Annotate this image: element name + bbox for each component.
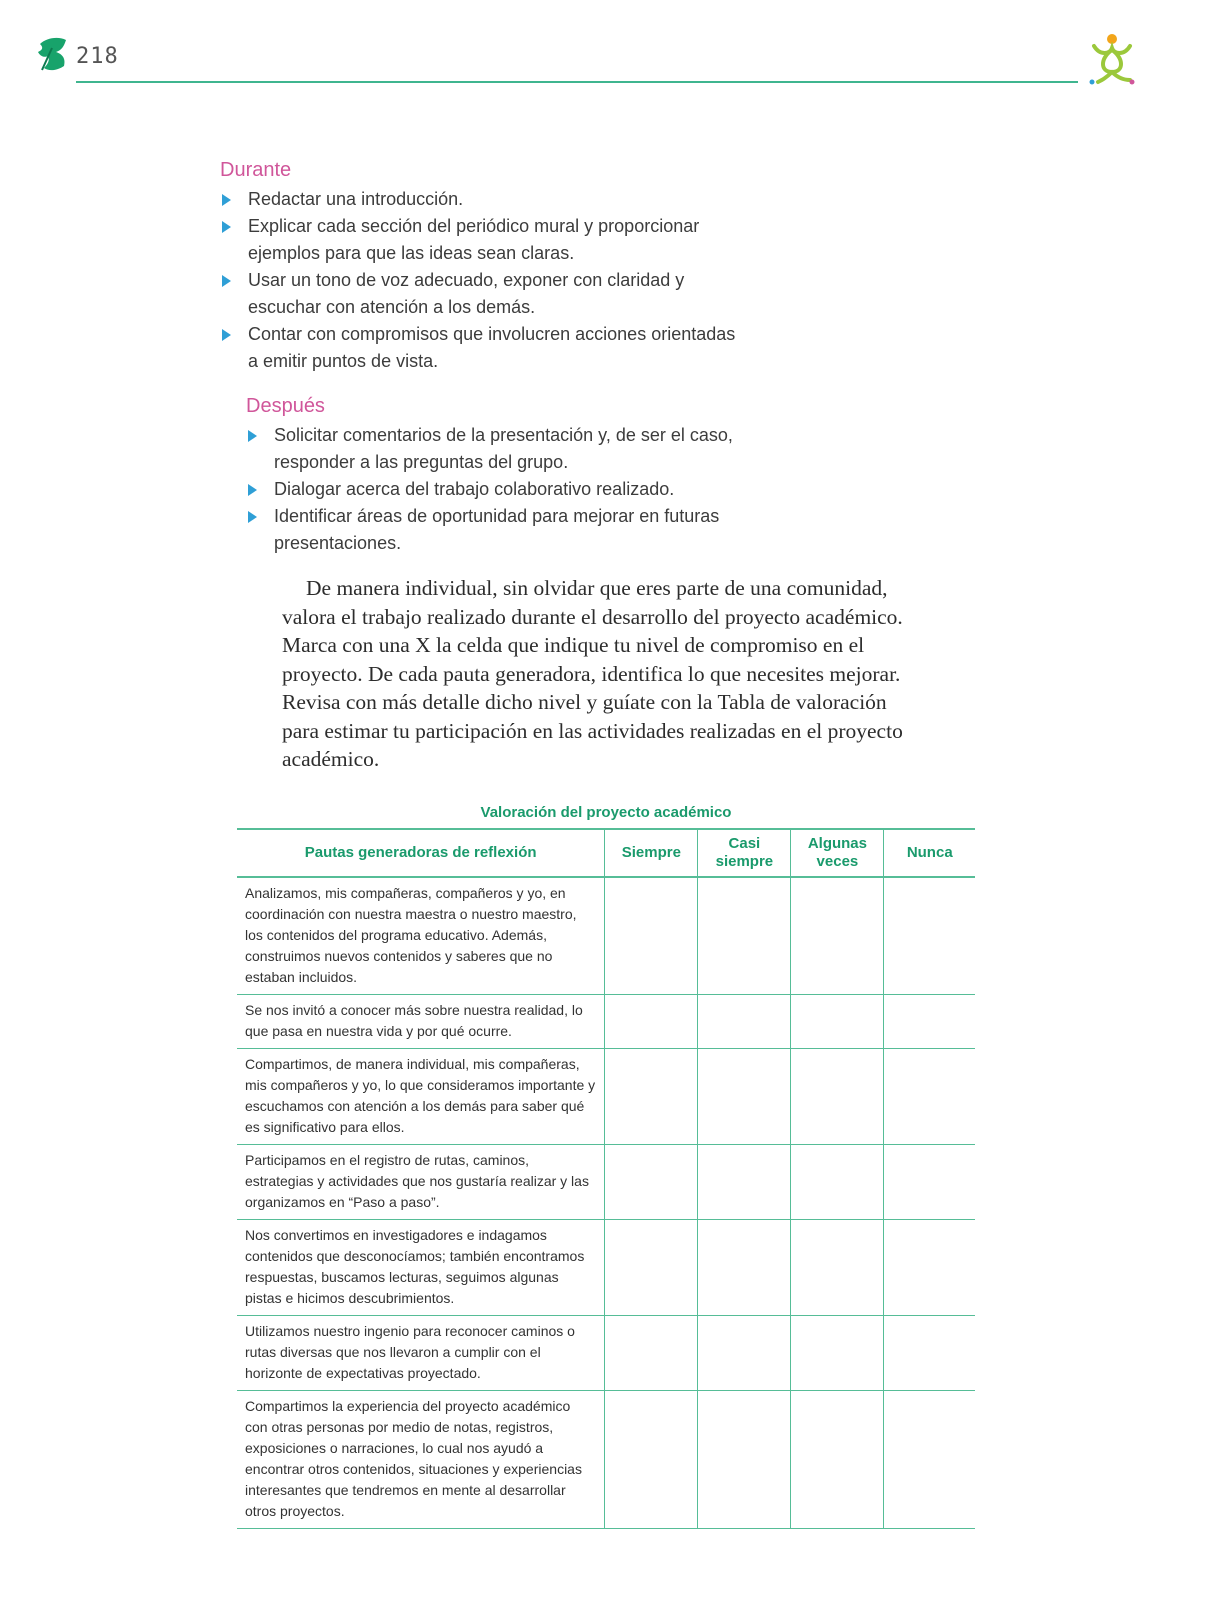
table-row (237, 1391, 975, 1529)
pauta-text: Se nos invitó a conocer más sobre nuestra realidad, lo que pasa en nuestra vida y por qué ocurre. (237, 995, 605, 1049)
cell-casi-siempre[interactable] (698, 995, 791, 1049)
cell-algunas-veces[interactable] (791, 1145, 884, 1220)
cell-nunca[interactable] (884, 1316, 975, 1391)
list-item: Redactar una introducción. (220, 186, 740, 213)
table-header-row (237, 829, 975, 877)
list-item: Dialogar acerca del trabajo colaborativo realizado. (246, 476, 746, 503)
triangle-bullet-icon (248, 484, 257, 496)
list-item: Usar un tono de voz adecuado, exponer con claridad y escuchar con atención a los demás. (220, 267, 740, 321)
header-algunas-veces: Algunas veces (791, 829, 884, 877)
section-title-durante: Durante (220, 159, 292, 181)
header-casi-siempre: Casi siempre (698, 829, 791, 877)
list-item: Contar con compromisos que involucren acciones orientadas a emitir puntos de vista. (220, 321, 740, 375)
cell-algunas-veces[interactable] (791, 1220, 884, 1316)
cell-siempre[interactable] (605, 1049, 698, 1145)
cell-casi-siempre[interactable] (698, 877, 791, 995)
cell-algunas-veces[interactable] (791, 1391, 884, 1529)
cell-casi-siempre[interactable] (698, 1316, 791, 1391)
triangle-bullet-icon (248, 430, 257, 442)
bullet-list-despues (246, 422, 746, 557)
triangle-bullet-icon (222, 275, 231, 287)
pauta-text: Compartimos la experiencia del proyecto académico con otras personas por medio de notas, registros, exposiciones o narraciones, lo cual nos ayudó a encontrar otros contenidos, situaciones y experiencias interesantes que tendremos en mente al desarrollar otros proyectos. (237, 1391, 605, 1529)
cell-casi-siempre[interactable] (698, 1391, 791, 1529)
list-item: Identificar áreas de oportunidad para mejorar en futuras presentaciones. (246, 503, 746, 557)
table-row (237, 995, 975, 1049)
cell-siempre[interactable] (605, 1220, 698, 1316)
cell-algunas-veces[interactable] (791, 877, 884, 995)
cell-algunas-veces[interactable] (791, 1316, 884, 1391)
triangle-bullet-icon (248, 511, 257, 523)
cell-nunca[interactable] (884, 995, 975, 1049)
table-row (237, 1145, 975, 1220)
cell-siempre[interactable] (605, 995, 698, 1049)
section-durante (220, 158, 740, 375)
cell-nunca[interactable] (884, 1145, 975, 1220)
pauta-text: Participamos en el registro de rutas, caminos, estrategias y actividades que nos gustaría realizar y las organizamos en “Paso a paso”. (237, 1145, 605, 1220)
cell-algunas-veces[interactable] (791, 1049, 884, 1145)
triangle-bullet-icon (222, 221, 231, 233)
cell-siempre[interactable] (605, 1391, 698, 1529)
cell-casi-siempre[interactable] (698, 1049, 791, 1145)
pauta-text: Nos convertimos en investigadores e indagamos contenidos que desconocíamos; también encontramos respuestas, buscamos lecturas, seguimos algunas pistas e hicimos descubrimientos. (237, 1220, 605, 1316)
cell-nunca[interactable] (884, 1220, 975, 1316)
table-title: Valoración del proyecto académico (480, 804, 732, 821)
leaf-icon (36, 36, 70, 74)
page-header (0, 0, 1214, 100)
instructions-paragraph: De manera individual, sin olvidar que eres parte de una comunidad, valora el trabajo realizado durante el desarrollo del proyecto académico. Marca con una X la celda que indique tu nivel de compromiso en el proyecto. De cada pauta generadora, identifica lo que necesites mejorar. Revisa con más detalle dicho nivel y guíate con la Tabla de valoración para estimar tu participación en las actividades realizadas en el proyecto académico. (282, 576, 903, 771)
cell-siempre[interactable] (605, 1316, 698, 1391)
section-title-despues: Después (246, 395, 325, 417)
cell-nunca[interactable] (884, 1391, 975, 1529)
cell-nunca[interactable] (884, 1049, 975, 1145)
header-siempre: Siempre (605, 829, 698, 877)
pauta-text: Compartimos, de manera individual, mis compañeras, mis compañeros y yo, lo que consideramos importante y escuchamos con atención a los demás para saber qué es significativo para ellos. (237, 1049, 605, 1145)
table-row (237, 877, 975, 995)
cell-casi-siempre[interactable] (698, 1145, 791, 1220)
cell-siempre[interactable] (605, 1145, 698, 1220)
page-number: 218 (76, 44, 119, 69)
header-rule (76, 81, 1078, 83)
list-item: Solicitar comentarios de la presentación y, de ser el caso, responder a las preguntas del grupo. (246, 422, 746, 476)
bullet-list-durante (220, 186, 740, 375)
triangle-bullet-icon (222, 194, 231, 206)
list-item: Explicar cada sección del periódico mural y proporcionar ejemplos para que las ideas sean claras. (220, 213, 740, 267)
pauta-text: Utilizamos nuestro ingenio para reconocer caminos o rutas diversas que nos llevaron a cumplir con el horizonte de expectativas proyectado. (237, 1316, 605, 1391)
cell-nunca[interactable] (884, 877, 975, 995)
assessment-table (237, 828, 975, 1529)
cell-casi-siempre[interactable] (698, 1220, 791, 1316)
pauta-text: Analizamos, mis compañeras, compañeros y yo, en coordinación con nuestra maestra o nuestro maestro, los contenidos del programa educativo. Además, construimos nuevos contenidos y saberes que no estaban incluidos. (237, 877, 605, 995)
triangle-bullet-icon (222, 329, 231, 341)
section-despues (246, 394, 746, 557)
logo-icon (1086, 32, 1138, 88)
table-row (237, 1049, 975, 1145)
header-nunca: Nunca (884, 829, 975, 877)
cell-siempre[interactable] (605, 877, 698, 995)
table-row (237, 1316, 975, 1391)
table-row (237, 1220, 975, 1316)
cell-algunas-veces[interactable] (791, 995, 884, 1049)
header-pautas: Pautas generadoras de reflexión (237, 829, 605, 877)
